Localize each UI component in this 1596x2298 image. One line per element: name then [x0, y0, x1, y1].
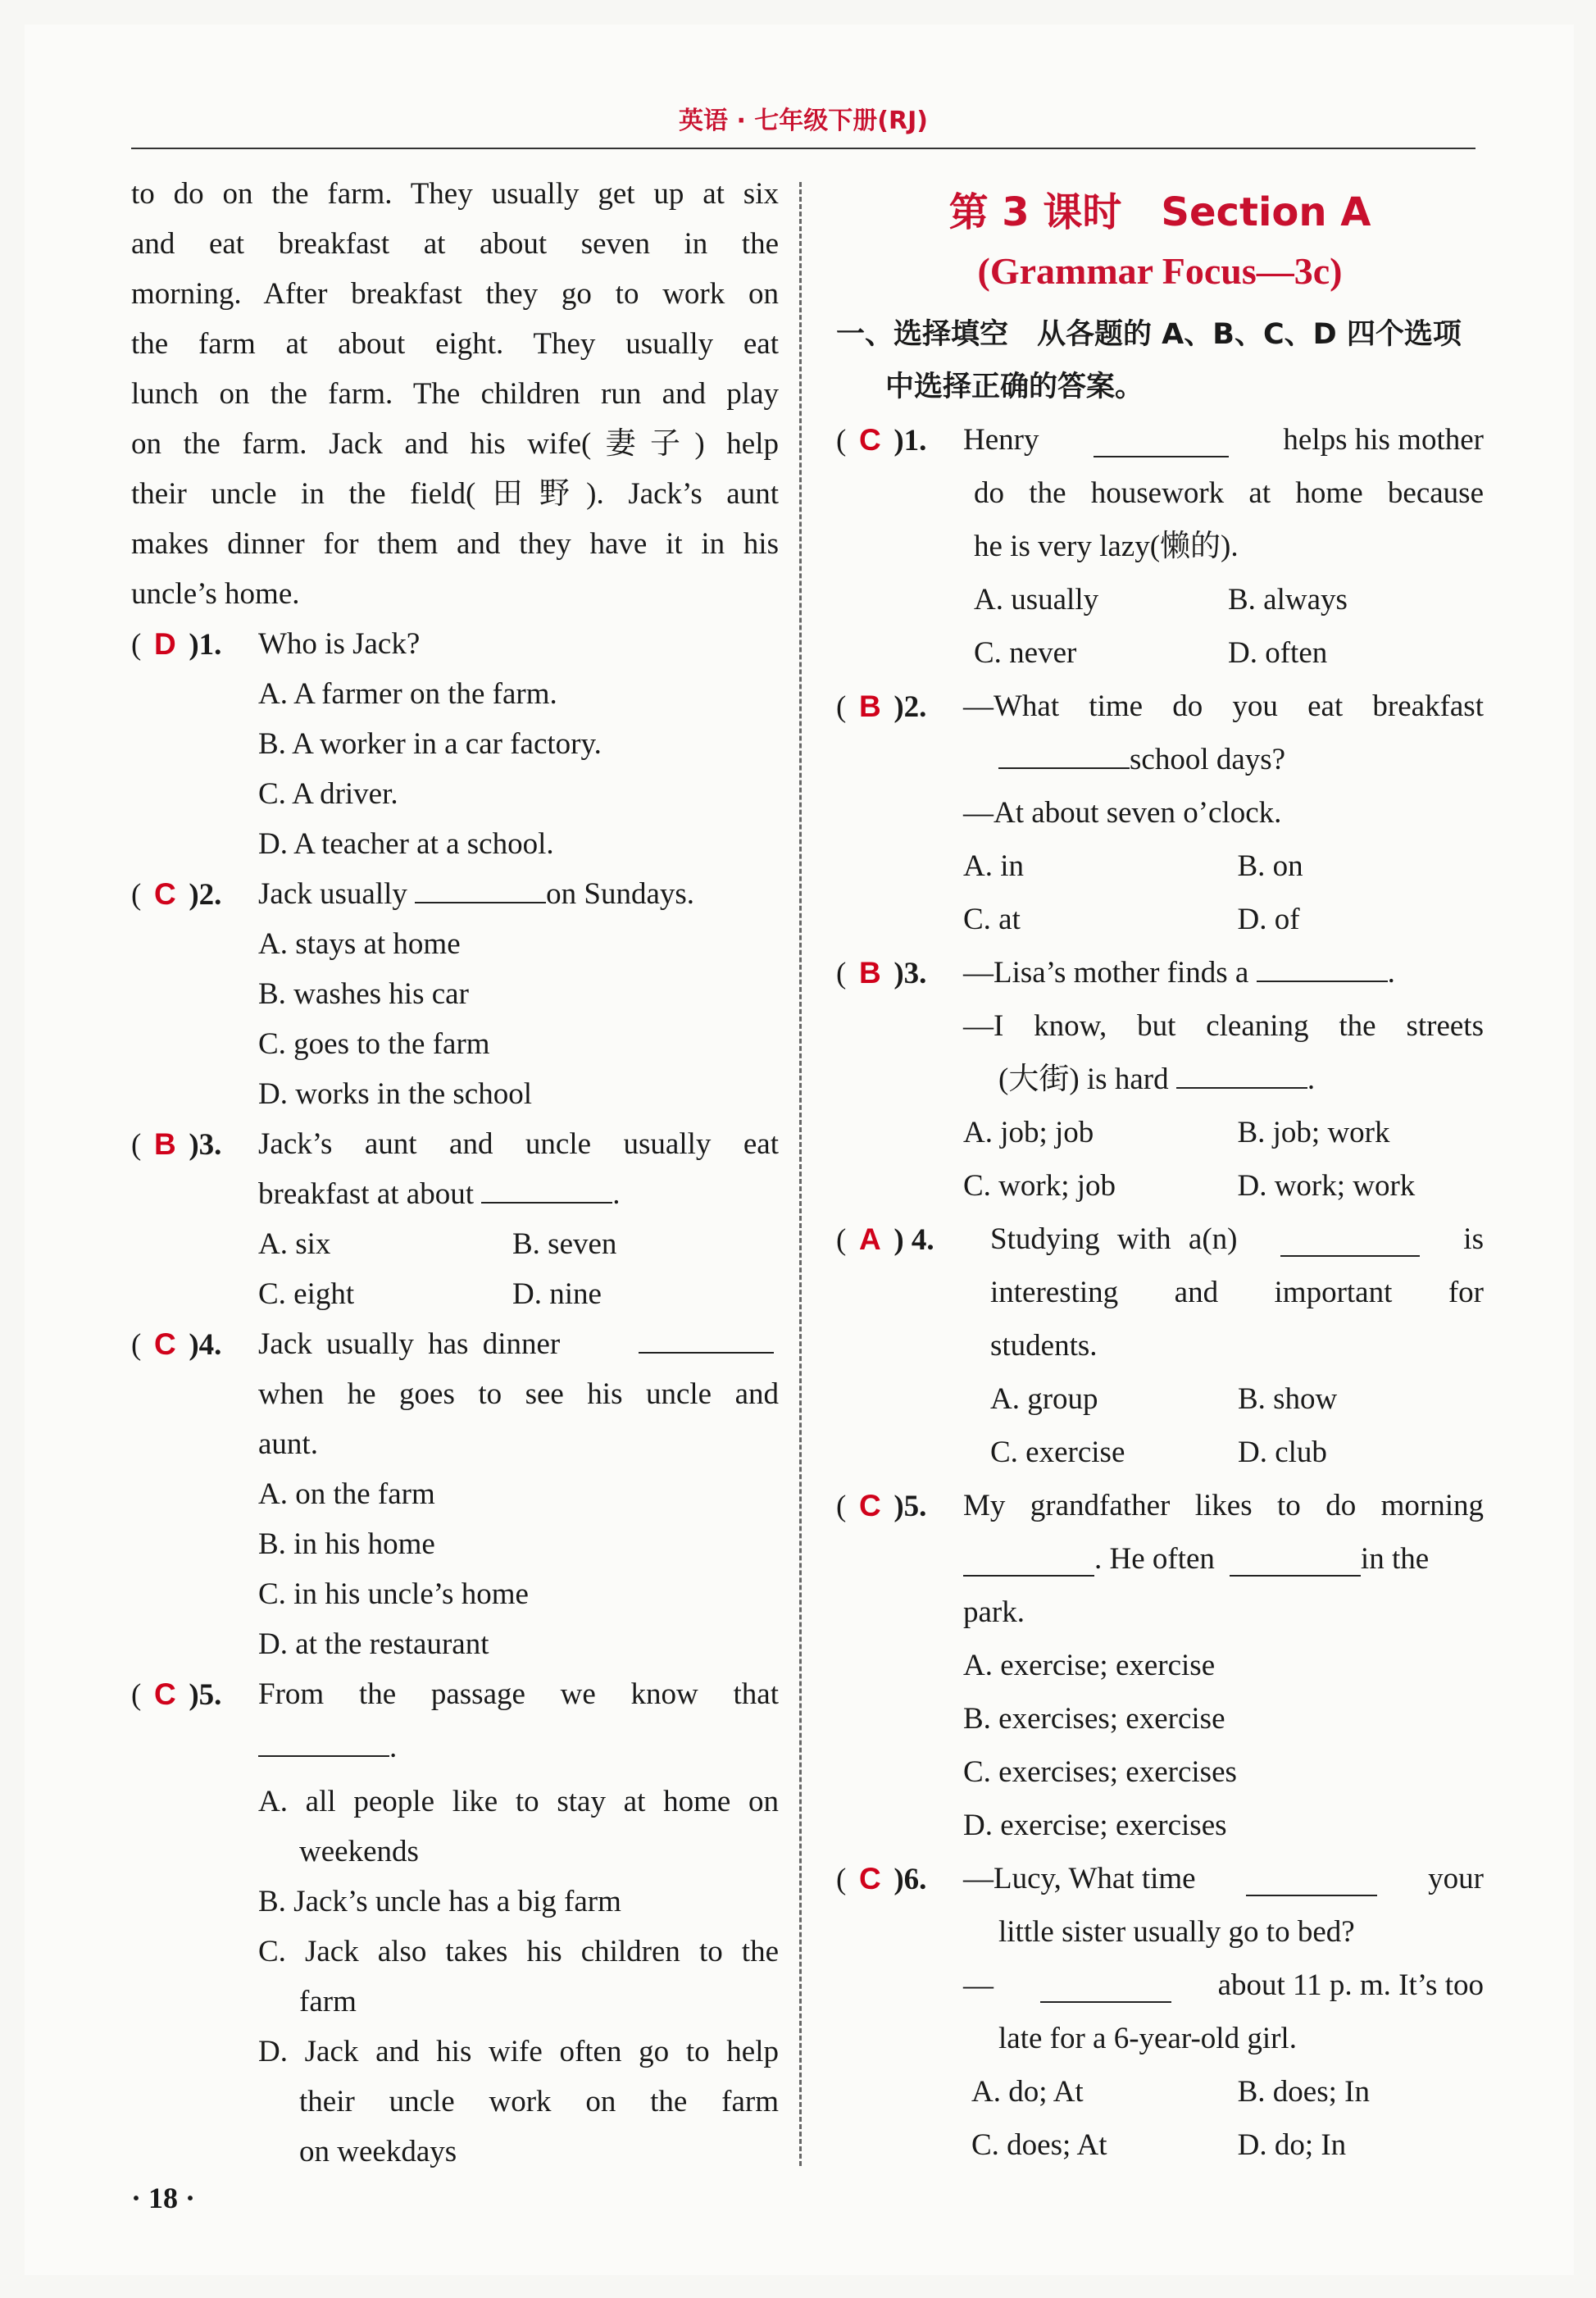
option: D. at the restaurant [258, 1627, 489, 1661]
option: C. work; job [963, 1169, 1116, 1203]
question-stem: aunt. [258, 1427, 318, 1461]
answer-mark: C [858, 423, 881, 457]
right-column [836, 169, 1484, 2172]
option: D. exercise; exercises [963, 1809, 1227, 1842]
option: C. at [963, 903, 1021, 936]
option-row [131, 1219, 779, 1269]
question-stem: late for a 6-year-old girl. [998, 2022, 1297, 2055]
option: D. A teacher at a school. [258, 827, 554, 861]
option: A. stays at home [258, 927, 461, 961]
option: C. goes to the farm [258, 1027, 490, 1061]
question-stem: . [131, 1719, 779, 1777]
option-row [836, 893, 1484, 946]
option: A. usually [974, 583, 1099, 617]
column-divider [799, 182, 802, 2166]
option: D. nine [512, 1277, 602, 1311]
option: C. does; At [971, 2128, 1107, 2162]
question-stem: park. [963, 1595, 1025, 1629]
answer-blank [1246, 1862, 1377, 1896]
answer-bracket: ( C )1. [836, 413, 963, 467]
question-stem: Who is Jack? [258, 627, 421, 661]
option: A. job; job [963, 1116, 1094, 1149]
question-stem: breakfast at about . [131, 1169, 779, 1219]
answer-bracket: ( C )2. [131, 869, 258, 920]
option: A. all people like to stay at home on weekends [258, 1785, 779, 1868]
answer-blank [1257, 948, 1388, 982]
option: B. seven [512, 1227, 617, 1261]
reading-passage [131, 169, 779, 619]
question-5 [131, 1669, 779, 2177]
answer-mark: A [858, 1222, 881, 1256]
option: B. exercises; exercise [963, 1702, 1225, 1736]
answer-bracket: ( C )6. [836, 1852, 963, 1906]
question-stem: students. [990, 1329, 1098, 1363]
question-stem: Jack usually on Sundays. [131, 869, 779, 919]
answer-blank [639, 1319, 774, 1354]
question-stem: —What time do you eat breakfast [963, 689, 1484, 723]
option: C. Jack also takes his children to the farm [258, 1935, 779, 2018]
option: A. six [258, 1227, 331, 1261]
option: A. on the farm [258, 1477, 435, 1511]
question-stem: school days? [836, 733, 1484, 786]
question-stem: when he goes to see his uncle and [258, 1377, 779, 1411]
answer-mark: C [858, 1862, 881, 1895]
section-heading: 一、选择填空 从各题的 A、B、C、D 四个选项 中选择正确的答案。 [836, 318, 1462, 403]
question-6 [836, 1852, 1484, 2172]
passage-line: to do on the farm. They usually get up at six [131, 177, 779, 211]
option: A. do; At [971, 2075, 1084, 2109]
answer-mark: C [153, 1677, 176, 1711]
option: B. in his home [258, 1527, 435, 1561]
question-stem: do the housework at home because [974, 476, 1484, 510]
answer-mark: B [858, 689, 881, 723]
passage-line: the farm at about eight. They usually eat [131, 327, 779, 361]
question-stem: (大街) is hard . [836, 1053, 1484, 1106]
question-4 [836, 1213, 1484, 1479]
passage-line: morning. After breakfast they go to work on [131, 277, 779, 311]
passage-line: uncle’s home. [131, 577, 300, 611]
question-stem: From the passage we know that [258, 1677, 779, 1711]
option: A. in [963, 849, 1024, 883]
question-stem: Jack usually has dinner [131, 1319, 779, 1369]
lesson-subtitle: (Grammar Focus—3c) [977, 250, 1343, 292]
option-row [836, 1106, 1484, 1159]
option: C. exercises; exercises [963, 1755, 1237, 1789]
lesson-title: 第 3 课时 Section A [948, 189, 1371, 235]
option-row [836, 573, 1484, 626]
passage-line: and eat breakfast at about seven in the [131, 227, 779, 261]
option: C. in his uncle’s home [258, 1577, 529, 1611]
answer-bracket: ( C )5. [836, 1479, 963, 1533]
option: C. exercise [990, 1436, 1125, 1469]
question-stem: . He often in the [836, 1532, 1484, 1586]
answer-bracket: ( A ) 4. [836, 1213, 963, 1267]
page-header [131, 98, 1476, 149]
option: D. club [1237, 1436, 1327, 1469]
answer-mark: C [153, 877, 176, 911]
option: C. eight [258, 1277, 355, 1311]
option: B. always [1228, 583, 1348, 617]
answer-blank [258, 1722, 389, 1757]
question-2 [836, 680, 1484, 946]
header-title: 英语 · 七年级下册(RJ) [679, 107, 928, 135]
option-row [131, 1269, 779, 1319]
option-row [836, 1372, 1484, 1426]
option: B. job; work [1237, 1116, 1390, 1149]
question-stem: —Lisa’s mother finds a . [836, 946, 1484, 999]
question-stem: — about 11 p. m. It’s too [963, 1968, 1484, 2002]
page-number: · 18 · [131, 2182, 196, 2214]
answer-mark: C [153, 1327, 176, 1361]
option: B. A worker in a car factory. [258, 727, 602, 761]
answer-blank [963, 1542, 1094, 1577]
answer-blank [1176, 1054, 1307, 1089]
option: D. of [1237, 903, 1300, 936]
answer-bracket: ( D )1. [131, 619, 258, 670]
option: D. do; In [1237, 2128, 1347, 2162]
passage-line: makes dinner for them and they have it in his [131, 527, 779, 561]
question-stem: —Lucy, What time your [963, 1862, 1484, 1895]
question-3 [131, 1119, 779, 1319]
question-2 [131, 869, 779, 1119]
question-stem: interesting and important for [990, 1276, 1484, 1309]
option: B. show [1237, 1382, 1338, 1416]
answer-blank [481, 1169, 612, 1204]
answer-mark: C [858, 1489, 881, 1522]
option: B. does; In [1237, 2075, 1370, 2109]
option: B. Jack’s uncle has a big farm [258, 1885, 621, 1918]
question-stem: —I know, but cleaning the streets [963, 1009, 1484, 1043]
question-5 [836, 1479, 1484, 1852]
answer-bracket: ( B )2. [836, 680, 963, 734]
answer-blank [1280, 1222, 1420, 1257]
option: B. washes his car [258, 977, 469, 1011]
question-stem: Jack’s aunt and uncle usually eat [258, 1127, 779, 1161]
question-stem: Studying with a(n) is [990, 1222, 1484, 1256]
question-stem: he is very lazy(懒的). [974, 530, 1239, 563]
answer-bracket: ( B )3. [131, 1119, 258, 1170]
answer-blank [998, 735, 1130, 769]
question-4 [131, 1319, 779, 1669]
answer-bracket: ( B )3. [836, 946, 963, 1000]
option: A. A farmer on the farm. [258, 677, 557, 711]
question-1 [131, 619, 779, 869]
question-stem: Henry helps his mother [963, 423, 1484, 457]
answer-bracket: ( C )4. [131, 1319, 258, 1370]
question-stem: My grandfather likes to do morning [963, 1489, 1484, 1522]
option-row [836, 2118, 1484, 2172]
answer-blank [1094, 423, 1229, 457]
answer-blank [415, 869, 546, 903]
option: B. on [1237, 849, 1303, 883]
answer-mark: B [858, 956, 881, 990]
option-row [836, 626, 1484, 680]
option: C. A driver. [258, 777, 398, 811]
answer-mark: D [153, 627, 176, 661]
question-1 [836, 413, 1484, 680]
passage-line: on the farm. Jack and his wife(妻子) help [131, 427, 779, 461]
option-row [836, 2065, 1484, 2118]
option: D. works in the school [258, 1077, 532, 1111]
option: D. often [1228, 636, 1328, 670]
option: A. exercise; exercise [963, 1649, 1216, 1682]
option: A. group [990, 1382, 1098, 1416]
passage-line: lunch on the farm. The children run and play [131, 377, 779, 411]
passage-line: their uncle in the field(田野). Jack’s aunt [131, 477, 779, 511]
option: C. never [974, 636, 1077, 670]
option: D. Jack and his wife often go to help their uncle work on the farm on weekdays [258, 2035, 779, 2168]
answer-bracket: ( C )5. [131, 1669, 258, 1720]
question-stem: little sister usually go to bed? [998, 1915, 1355, 1949]
option-row [836, 1426, 1484, 1479]
answer-mark: B [153, 1127, 176, 1161]
option-row [836, 1159, 1484, 1213]
answer-blank [1040, 1968, 1171, 2003]
left-column [131, 169, 779, 2177]
option: D. work; work [1237, 1169, 1416, 1203]
answer-blank [1230, 1542, 1361, 1577]
question-3 [836, 946, 1484, 1213]
question-stem: —At about seven o’clock. [963, 796, 1282, 830]
option-row [836, 840, 1484, 893]
